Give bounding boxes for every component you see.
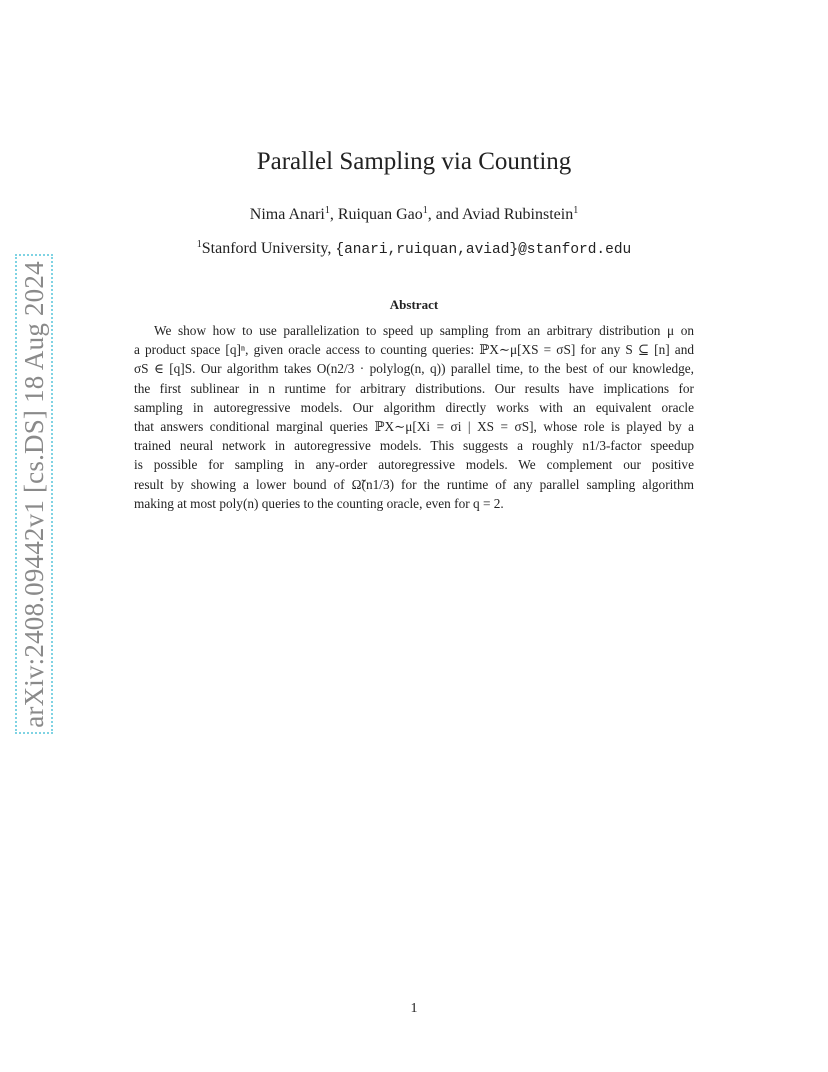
author-name: Aviad Rubinstein <box>461 206 574 223</box>
affiliation-mark: 1 <box>324 205 330 216</box>
abstract-line: making at most poly(n) queries to the counting oracle, even for q = 2. <box>134 495 504 511</box>
abstract-line: We show how to use parallelization to speed up sampling from an arbitrary distribution μ on <box>154 323 694 338</box>
author-list <box>0 206 828 224</box>
page-number: 1 <box>410 1001 418 1016</box>
affiliation-mark: 1 <box>422 205 428 216</box>
abstract-heading: Abstract <box>389 297 439 312</box>
author-separator: , <box>329 206 338 223</box>
abstract-line: trained neural network in autoregressive models. This suggests a roughly n1/3-factor speedup <box>134 438 694 454</box>
author-name: Ruiquan Gao <box>337 206 423 223</box>
abstract-line: the first sublinear in n runtime for arbitrary distributions. Our results have implications for <box>134 380 694 396</box>
author-separator: , and <box>427 206 462 223</box>
abstract-line: that answers conditional marginal queries ℙX∼μ[Xi = σi | XS = σS], whose role is played by a <box>134 419 694 435</box>
institution-name: Stanford University, <box>201 240 336 257</box>
abstract-line: result by showing a lower bound of Ω̃(n1/3) for the runtime of any parallel sampling algorithm <box>134 476 694 492</box>
arxiv-identifier: arXiv:2408.09442v1 [cs.DS] 18 Aug 2024 <box>18 260 49 728</box>
abstract-body <box>134 321 694 513</box>
paper-title: Parallel Sampling via Counting <box>256 148 572 175</box>
author-emails: {anari,ruiquan,aviad}@stanford.edu <box>335 242 632 258</box>
affiliation-mark: 1 <box>196 239 202 250</box>
author-name: Nima Anari <box>249 206 325 223</box>
affiliation <box>0 240 828 258</box>
abstract-line: σS ∈ [q]S. Our algorithm takes O(n2/3 · polylog(n, q)) parallel time, to the best of our knowledge, <box>134 361 694 377</box>
abstract-line: a product space [q]ⁿ, given oracle access to counting queries: ℙX∼μ[XS = σS] for any S ⊆ [n] and <box>134 342 694 358</box>
abstract-line: sampling in autoregressive models. Our algorithm directly works with an equivalent oracle <box>134 399 694 415</box>
affiliation-mark: 1 <box>573 205 579 216</box>
arxiv-stamp <box>15 254 53 734</box>
abstract-line: is possible for sampling in any-order autoregressive models. We complement our positive <box>134 457 694 473</box>
